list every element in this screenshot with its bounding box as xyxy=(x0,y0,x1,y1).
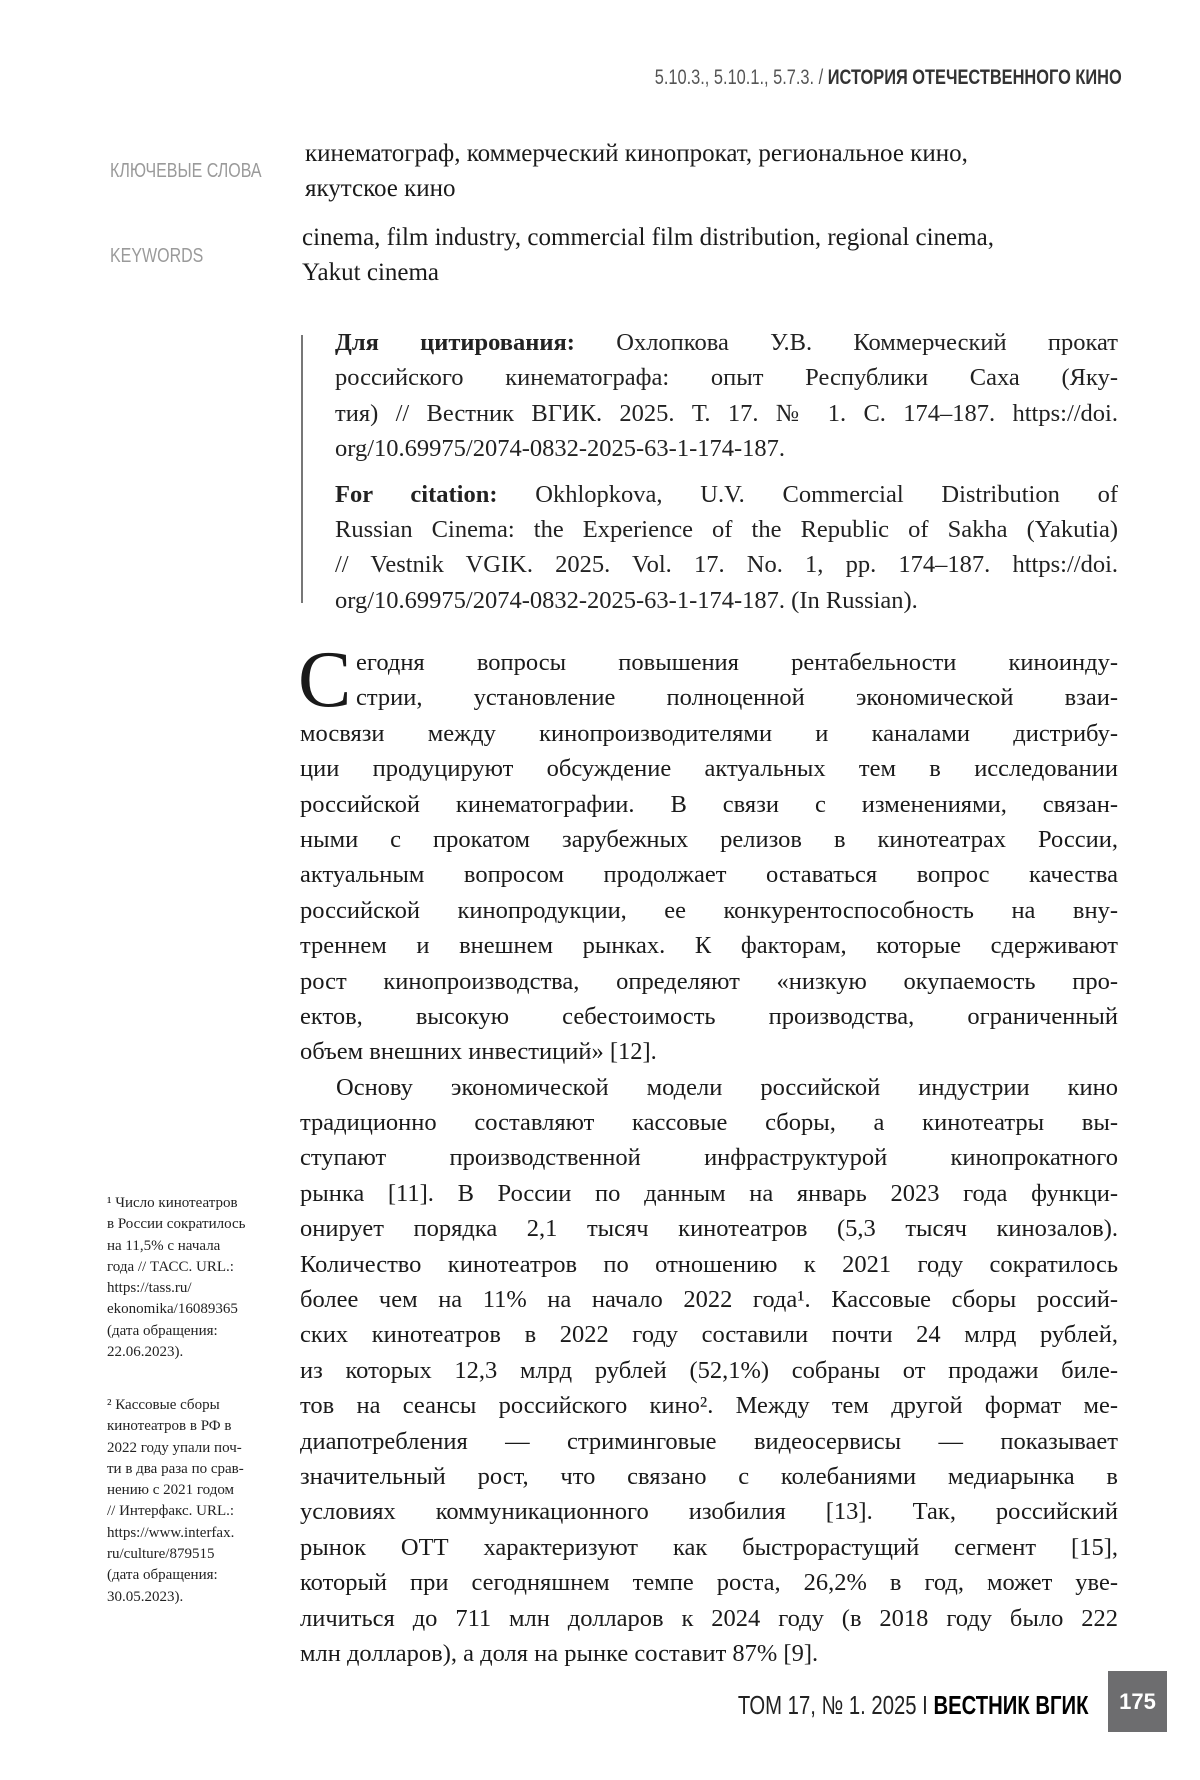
citation-line: тия) // Вестник ВГИК. 2025. Т. 17. № 1. С. 174–187. https://doi. xyxy=(335,396,1118,431)
body-line: традиционно составляют кассовые сборы, а кинотеатры вы- xyxy=(300,1105,1118,1140)
footnote-line: ru/culture/879515 xyxy=(107,1544,244,1565)
body-line: млн долларов), а доля на рынке составит 87% [9]. xyxy=(300,1636,1118,1671)
footnote-line: https://www.interfax. xyxy=(107,1523,244,1544)
body-line: объем внешних инвестиций» [12]. xyxy=(300,1034,1118,1069)
footnote-line: 22.06.2023). xyxy=(107,1342,245,1363)
citation-line: org/10.69975/2074-0832-2025-63-1-174-187. (In Russian). xyxy=(335,583,1118,618)
keywords-ru xyxy=(305,136,968,206)
body-line: рост кинопроизводства, определяют «низкую окупаемость про- xyxy=(300,964,1118,999)
footnote-line: ekonomika/16089365 xyxy=(107,1299,245,1320)
footnote-line: на 11,5% с начала xyxy=(107,1236,245,1257)
body-line: более чем на 11% на начало 2022 года¹. Кассовые сборы россий- xyxy=(300,1282,1118,1317)
body-line: егодня вопросы повышения рентабельности киноинду- xyxy=(300,645,1118,680)
body-line: ции продуцируют обсуждение актуальных тем в исследовании xyxy=(300,751,1118,786)
body-line: диапотребления — стриминговые видеосервисы — показывает xyxy=(300,1424,1118,1459)
issue-info: ТОМ 17, № 1. 2025 I xyxy=(737,1690,933,1720)
body-line: условиях коммуникационного изобилия [13]. Так, российский xyxy=(300,1494,1118,1529)
body-line: мосвязи между кинопроизводителями и каналами дистрибу- xyxy=(300,716,1118,751)
citation-line: For citation: Okhlopkova, U.V. Commercial Distribution of xyxy=(335,477,1118,512)
footnote-line: https://tass.ru/ xyxy=(107,1278,245,1299)
body-line: ектов, высокую себестоимость производства, ограниченный xyxy=(300,999,1118,1034)
article-body xyxy=(300,645,1118,1671)
citation-label: For citation: xyxy=(335,481,498,508)
body-line: который при сегодняшнем темпе роста, 26,2% в год, может уве- xyxy=(300,1565,1118,1600)
body-line: личиться до 711 млн долларов к 2024 году (в 2018 году было 222 xyxy=(300,1601,1118,1636)
footnote-line: ¹ Число кинотеатров xyxy=(107,1193,245,1214)
body-line: значительный рост, что связано с колебаниями медиарынка в xyxy=(300,1459,1118,1494)
body-line: стрии, установление полноценной экономической взаи- xyxy=(300,680,1118,715)
citation-divider xyxy=(301,335,303,603)
body-line: Основу экономической модели российской индустрии кино xyxy=(300,1070,1118,1105)
running-footer xyxy=(737,1690,1088,1721)
drop-cap: С xyxy=(298,640,351,720)
footnote xyxy=(107,1193,245,1363)
citation-line: Для цитирования: Охлопкова У.В. Коммерческий прокат xyxy=(335,325,1118,360)
footnote-line: нению с 2021 годом xyxy=(107,1480,244,1501)
body-line: Количество кинотеатров по отношению к 2021 году сократилось xyxy=(300,1247,1118,1282)
citation-gap xyxy=(335,467,1118,477)
citation-line: Russian Cinema: the Experience of the Republic of Sakha (Yakutia) xyxy=(335,512,1118,547)
keywords-ru-label: КЛЮЧЕВЫЕ СЛОВА xyxy=(110,160,262,183)
citation-label: Для цитирования: xyxy=(335,329,575,356)
body-line: российской кинематографии. В связи с изменениями, связан- xyxy=(300,787,1118,822)
keywords-en-line: cinema, film industry, commercial film distribution, regional cinema, xyxy=(302,220,994,255)
body-line: ными с прокатом зарубежных релизов в кинотеатрах России, xyxy=(300,822,1118,857)
citation-block xyxy=(335,325,1118,618)
footnote-line: 2022 году упали поч- xyxy=(107,1438,244,1459)
footnote-line: в России сократилось xyxy=(107,1214,245,1235)
footnote-line: года // ТАСС. URL.: xyxy=(107,1257,245,1278)
citation-line: org/10.69975/2074-0832-2025-63-1-174-187. xyxy=(335,431,1118,466)
body-line: тов на сеансы российского кино². Между тем другой формат ме- xyxy=(300,1388,1118,1423)
body-line: онирует порядка 2,1 тысяч кинотеатров (5,3 тысяч кинозалов). xyxy=(300,1211,1118,1246)
footnote-line: ти в два раза по срав- xyxy=(107,1459,244,1480)
keywords-en-line: Yakut cinema xyxy=(302,255,994,290)
keywords-ru-line: якутское кино xyxy=(305,171,968,206)
footnote-line: 30.05.2023). xyxy=(107,1587,244,1608)
body-line: актуальным вопросом продолжает оставаться вопрос качества xyxy=(300,857,1118,892)
keywords-ru-line: кинематограф, коммерческий кинопрокат, региональное кино, xyxy=(305,136,968,171)
body-line: ских кинотеатров в 2022 году составили почти 24 млрд рублей, xyxy=(300,1317,1118,1352)
keywords-en-label: KEYWORDS xyxy=(110,245,203,268)
footnote-line: ² Кассовые сборы xyxy=(107,1395,244,1416)
running-header xyxy=(655,66,1122,90)
footnote-line: // Интерфакс. URL.: xyxy=(107,1501,244,1522)
footnote xyxy=(107,1395,244,1608)
footnote-line: кинотеатров в РФ в xyxy=(107,1416,244,1437)
body-line: российской кинопродукции, ее конкурентоспособность на вну- xyxy=(300,893,1118,928)
page-number: 175 xyxy=(1108,1671,1167,1732)
footnote-line: (дата обращения: xyxy=(107,1321,245,1342)
body-line: треннем и внешнем рынках. К факторам, которые сдерживают xyxy=(300,928,1118,963)
journal-name: ВЕСТНИК ВГИК xyxy=(933,1690,1088,1720)
body-line: из которых 12,3 млрд рублей (52,1%) собраны от продажи биле- xyxy=(300,1353,1118,1388)
footnote-line: (дата обращения: xyxy=(107,1565,244,1586)
citation-line: // Vestnik VGIK. 2025. Vol. 17. No. 1, pp. 174–187. https://doi. xyxy=(335,547,1118,582)
section-title: ИСТОРИЯ ОТЕЧЕСТВЕННОГО КИНО xyxy=(828,66,1122,89)
body-line: рынок ОТТ характеризуют как быстрорастущий сегмент [15], xyxy=(300,1530,1118,1565)
citation-line: российского кинематографа: опыт Республики Саха (Яку- xyxy=(335,360,1118,395)
section-codes: 5.10.3., 5.10.1., 5.7.3. / xyxy=(655,66,823,89)
keywords-en xyxy=(302,220,994,290)
body-line: ступают производственной инфраструктурой кинопрокатного xyxy=(300,1140,1118,1175)
body-line: рынка [11]. В России по данным на январь 2023 года функци- xyxy=(300,1176,1118,1211)
